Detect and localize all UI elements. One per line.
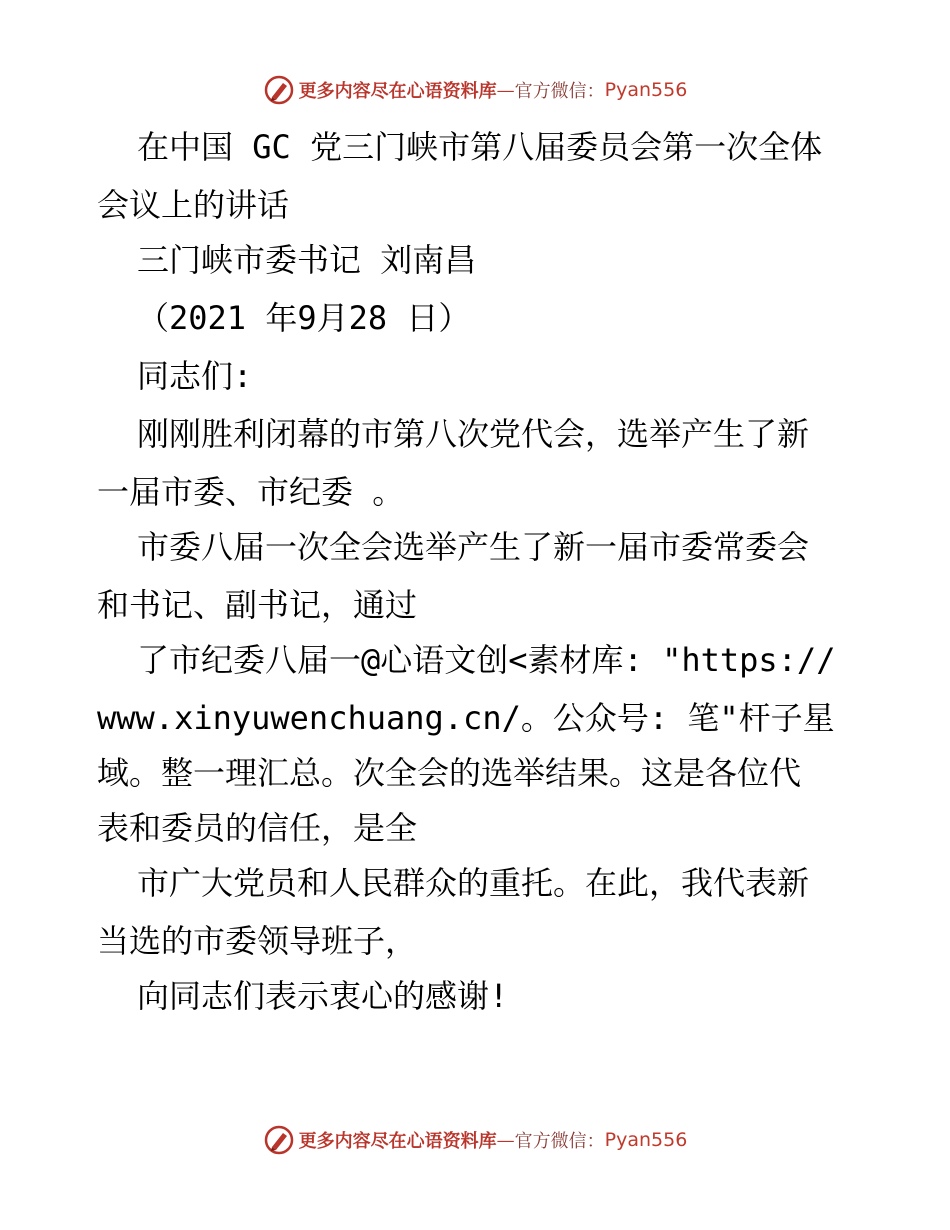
pen-logo-icon: [263, 1124, 295, 1156]
watermark-brand: 更多内容尽在心语资料库: [298, 81, 497, 102]
paragraph-line: 域。整一理汇总。次全会的选举结果。这是各位代: [97, 754, 802, 792]
title-line-1: 在中国 GC 党三门峡市第八届委员会第一次全体: [137, 128, 823, 166]
paragraph-line: 一届市委、市纪委 。: [97, 473, 405, 511]
watermark-label: 官方微信：: [514, 1131, 605, 1152]
document-body: [97, 124, 853, 1031]
paragraph-line: 向同志们表示衷心的感谢!: [137, 977, 509, 1015]
paragraph-line: 刚刚胜利闭幕的市第八次党代会，选举产生了新: [137, 415, 810, 453]
paragraph-line: 当选的市委领导班子，: [97, 922, 418, 960]
watermark-banner-top: [0, 70, 950, 110]
title-line-2: 会议上的讲话: [97, 186, 290, 224]
watermark-label: 官方微信：: [514, 81, 605, 102]
date-line: （2021 年9月28 日）: [137, 299, 471, 337]
paragraph-line: 了市纪委八届一@心语文创<素材库: "https://: [137, 641, 836, 679]
watermark-separator: —: [496, 79, 515, 101]
watermark-brand: 更多内容尽在心语资料库: [298, 1131, 497, 1152]
paragraph-line: 表和委员的信任，是全: [97, 809, 418, 847]
paragraph-line: 市委八届一次全会选举产生了新一届市委常委会: [137, 528, 810, 566]
watermark-banner-bottom: [0, 1120, 950, 1160]
pen-logo-icon: [263, 74, 295, 106]
watermark-wechat-id: Pyan556: [604, 79, 688, 101]
watermark-wechat-id: Pyan556: [604, 1129, 688, 1151]
salutation: 同志们:: [137, 357, 253, 395]
watermark-separator: —: [496, 1129, 515, 1151]
author-line: 三门峡市委书记 刘南昌: [137, 241, 477, 279]
paragraph-line: 市广大党员和人民群众的重托。在此，我代表新: [137, 864, 810, 902]
paragraph-line: www.xinyuwenchuang.cn/。公众号: 笔"杆子星: [97, 699, 835, 737]
paragraph-line: 和书记、副书记，通过: [97, 586, 418, 624]
